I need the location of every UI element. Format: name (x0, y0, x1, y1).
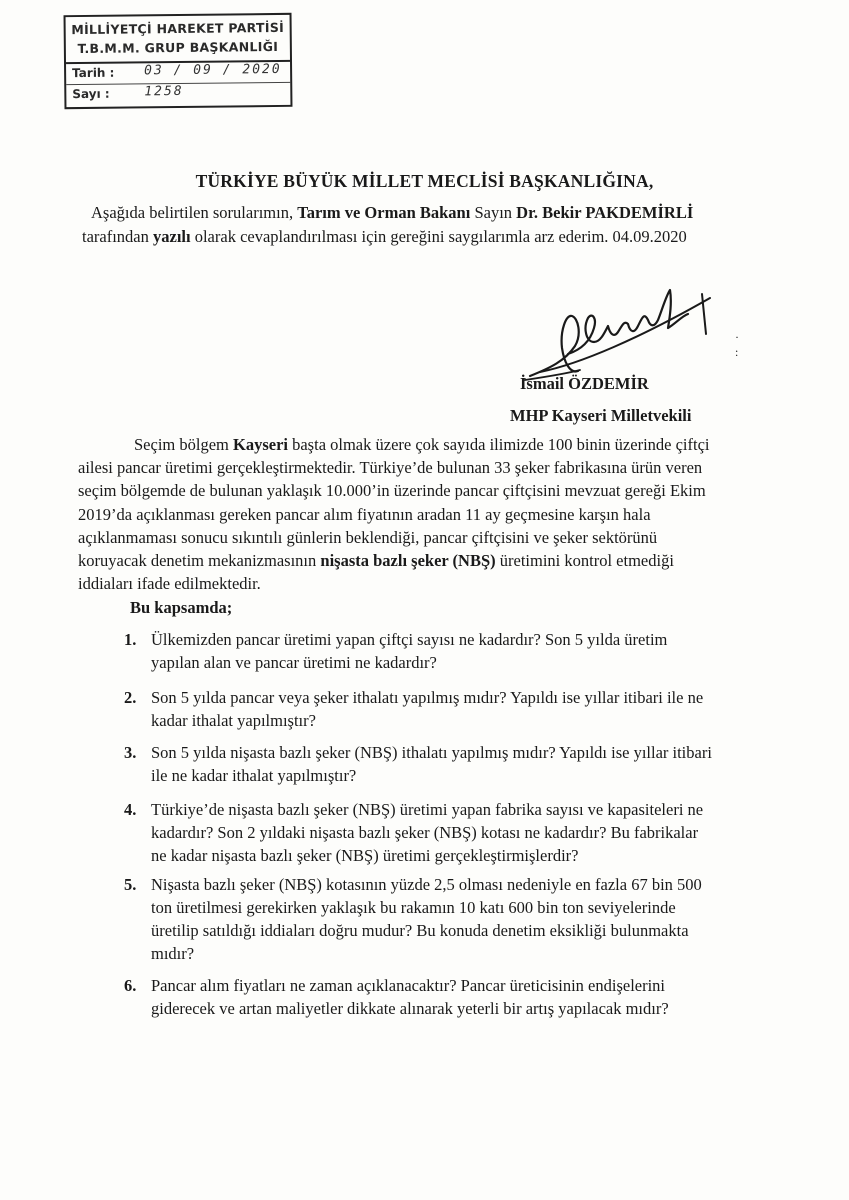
question-line: ile ne kadar ithalat yapılmıştır? (151, 766, 357, 785)
stamp-number-value: 1258 (144, 83, 184, 100)
question-line: kadardır? Son 2 yıldaki nişasta bazlı şeker (NBŞ) kotası ne kadardır? Bu fabrikalar (151, 823, 699, 842)
question-text (151, 873, 726, 965)
question-number: 6. (124, 976, 137, 995)
body-line-5: açıklanmaması sonucu sıkıntılı günlerin beklendiği, pancar çiftçisini ve şeker sektörünü (78, 527, 658, 547)
question-text (151, 741, 726, 787)
body-text: koruyacak denetim mekanizmasının (78, 551, 321, 571)
addressee-heading: TÜRKİYE BÜYÜK MİLLET MECLİSİ BAŞKANLIĞINA, (195, 171, 654, 191)
intro-paragraph (82, 201, 722, 249)
signer-title: MHP Kayseri Milletvekili (510, 406, 692, 425)
ministry-name: Tarım ve Orman Bakanı (297, 203, 471, 222)
question-line: Son 5 yılda pancar veya şeker ithalatı yapılmış mıdır? Yapıldı ise yıllar itibari ile ne (151, 688, 704, 707)
signer-name: İsmail ÖZDEMİR (520, 374, 649, 393)
section-heading: Bu kapsamda; (130, 598, 233, 617)
margin-dot-mark: · : (735, 330, 739, 359)
question-line: kadar ithalat yapılmıştır? (151, 711, 316, 730)
question-line: giderecek ve artan maliyetler dikkate alınarak yeterli bir artış yapılacak mıdır? (151, 999, 669, 1018)
question-number: 4. (124, 800, 137, 819)
body-line-2: ailesi pancar üretimi gerçekleştirmektedir. Türkiye’de bulunan 33 şeker fabrikasına ürün veren (78, 458, 703, 478)
body-text: Seçim bölgem (134, 435, 233, 454)
minister-name: Dr. Bekir PAKDEMİRLİ (516, 203, 694, 222)
question-line: ne kadar nişasta bazlı şeker (NBŞ) üretimi gerçekleştirmişlerdir? (151, 846, 579, 865)
question-number: 1. (124, 630, 137, 649)
question-line: mıdır? (151, 944, 195, 963)
stamp-date-row (66, 62, 290, 85)
question-line: ton üretilmesi gerekirken yaklaşık bu rakamın 10 katı 600 bin ton seviyelerinde (151, 898, 676, 917)
question-text (151, 628, 726, 674)
handwritten-signature (520, 276, 720, 386)
stamp-number-row (66, 83, 290, 105)
stamp-number-label: Sayı : (72, 86, 110, 102)
question-line: Son 5 yılda nişasta bazlı şeker (NBŞ) ithalatı yapılmış mıdır? Yapıldı ise yıllar itibari (151, 743, 712, 762)
question-text (151, 974, 726, 1020)
body-line-3: seçim bölgemde de bulunan yaklaşık 10.000’in üzerinde pancar çiftçisini mevzuat gereği Ekim (78, 481, 706, 501)
body-text: başta olmak üzere çok sayıda ilimizde 100 binin üzerinde çiftçi (287, 435, 710, 454)
stamp-header (66, 15, 290, 64)
intro-line-1 (82, 201, 722, 225)
nbs-term: nişasta bazlı şeker (NBŞ) (320, 551, 496, 571)
body-paragraph (78, 433, 728, 595)
body-line-4: 2019’da açıklanması gereken pancar alım fiyatının aradan 11 ay geçmesine karşın hala (78, 504, 651, 524)
question-line: Nişasta bazlı şeker (NBŞ) kotasının yüzde 2,5 olması nedeniyle en fazla 67 bin 500 (151, 875, 702, 894)
question-line: üretilip satıldığı iddiaları doğru mudur? Bu konuda denetim eksikliği bulunmakta (151, 921, 689, 940)
question-line: yapılan alan ve pancar üretimi ne kadardır? (151, 653, 437, 672)
registry-stamp (64, 13, 293, 109)
stamp-date-label: Tarih : (72, 65, 115, 81)
stamp-group-name: T.B.M.M. GRUP BAŞKANLIĞI (77, 38, 279, 57)
stamp-date-value: 03 / 09 / 2020 (144, 61, 282, 79)
body-line-6 (78, 549, 728, 572)
intro-text: Aşağıda belirtilen sorularımın, (91, 203, 298, 222)
question-text (151, 686, 726, 732)
body-line-7: iddiaları ifade edilmektedir. (78, 574, 261, 594)
body-line-1 (78, 433, 728, 456)
question-line: Ülkemizden pancar üretimi yapan çiftçi sayısı ne kadardır? Son 5 yılda üretim (151, 630, 668, 649)
question-number: 5. (124, 875, 137, 894)
intro-text: Sayın (470, 203, 517, 222)
question-number: 3. (124, 743, 137, 762)
intro-text: olarak cevaplandırılması için gereğini saygılarımla arz ederim. 04.09.2020 (190, 227, 687, 246)
stamp-party-name: MİLLİYETÇİ HAREKET PARTİSİ (71, 19, 285, 38)
intro-text: tarafından (82, 227, 154, 246)
body-text: üretimini kontrol etmediği (495, 551, 674, 571)
region-name: Kayseri (232, 435, 288, 454)
answer-type: yazılı (153, 227, 191, 246)
question-line: Pancar alım fiyatları ne zaman açıklanacaktır? Pancar üreticisinin endişelerini (151, 976, 666, 995)
intro-line-2 (82, 225, 722, 249)
question-number: 2. (124, 688, 137, 707)
question-text (151, 798, 726, 867)
question-line: Türkiye’de nişasta bazlı şeker (NBŞ) üretimi yapan fabrika sayısı ve kapasiteleri ne (151, 800, 704, 819)
